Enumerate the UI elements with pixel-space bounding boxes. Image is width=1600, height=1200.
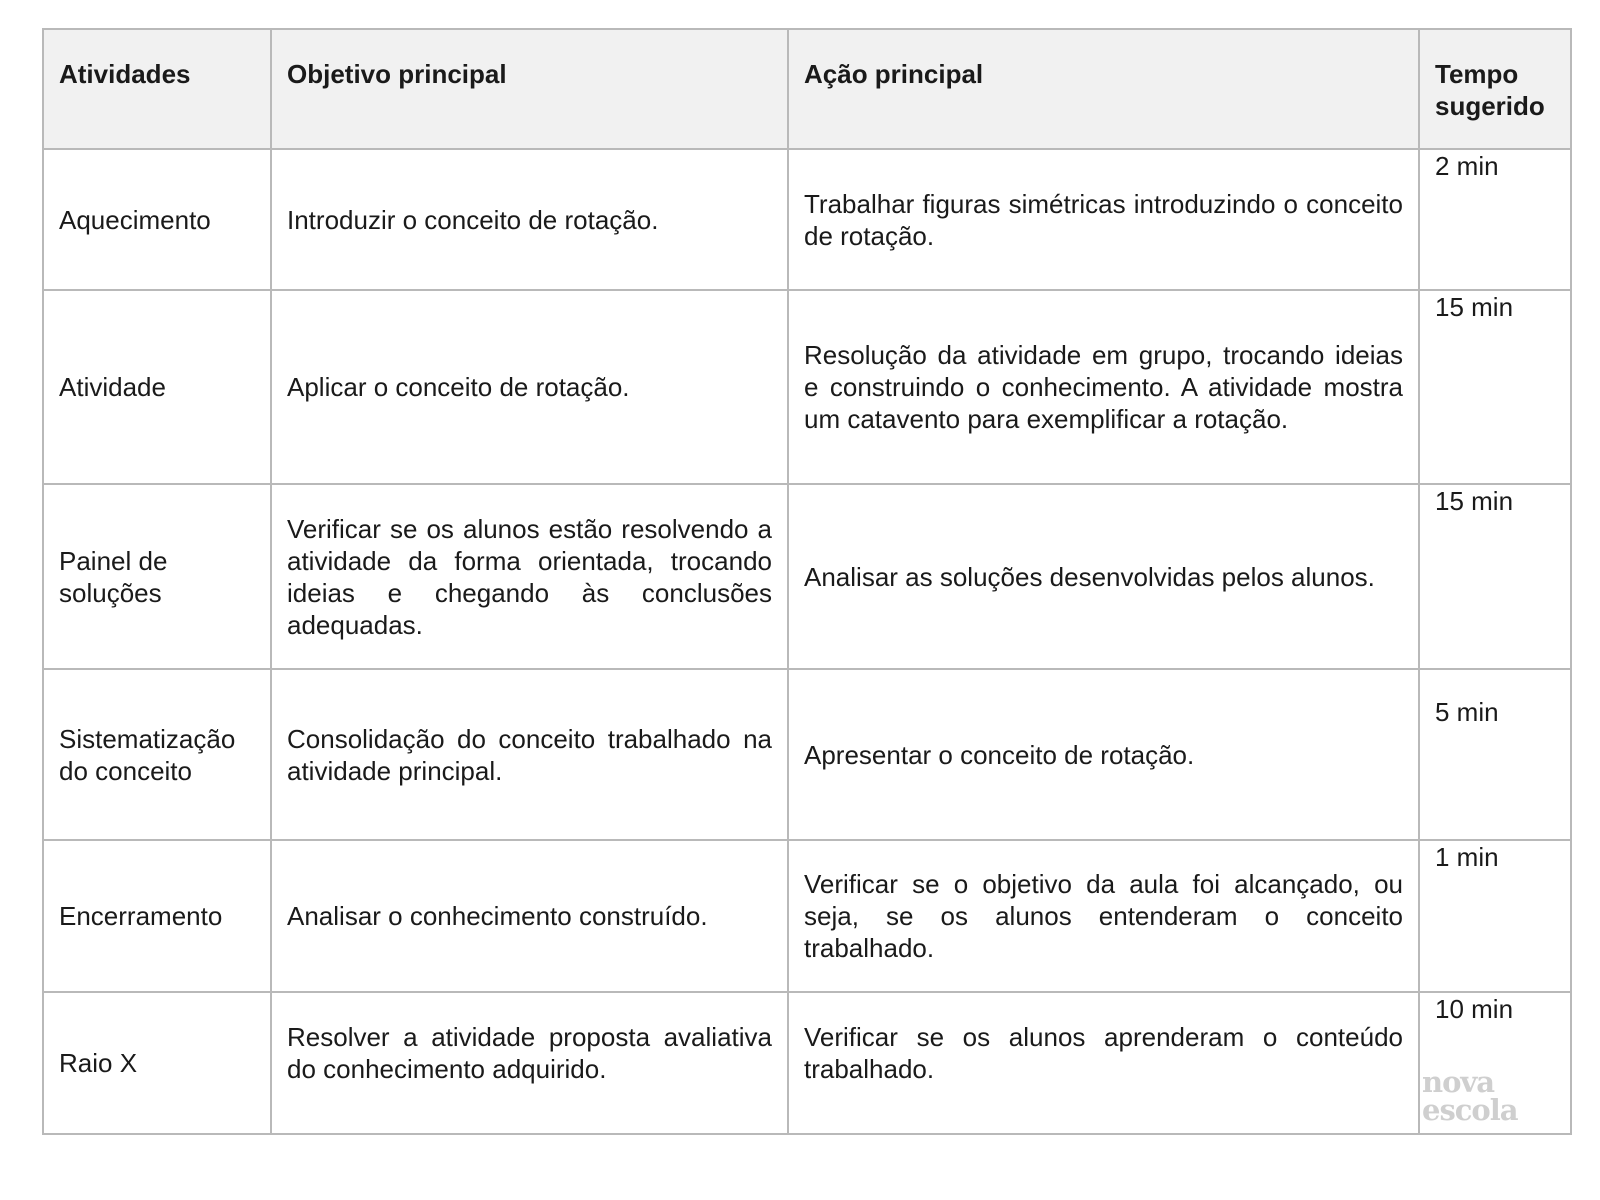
header-main-action: Ação principal [788, 29, 1419, 149]
table-row [43, 992, 1571, 1134]
lesson-plan-table [42, 28, 1572, 1135]
objective-cell: Introduzir o conceito de rotação. [271, 149, 788, 290]
table-row [43, 669, 1571, 840]
time-cell: 15 min [1419, 290, 1571, 484]
table-row [43, 840, 1571, 992]
time-cell: 5 min [1419, 669, 1571, 840]
time-cell: 2 min [1419, 149, 1571, 290]
action-cell: Verificar se os alunos aprenderam o conteúdo trabalhado. [788, 992, 1419, 1134]
action-cell: Verificar se o objetivo da aula foi alcançado, ou seja, se os alunos entenderam o conceito trabalhado. [788, 840, 1419, 992]
time-cell: 10 min [1419, 992, 1571, 1134]
objective-cell: Resolver a atividade proposta avaliativa do conhecimento adquirido. [271, 992, 788, 1134]
objective-cell: Aplicar o conceito de rotação. [271, 290, 788, 484]
table-header-row [43, 29, 1571, 149]
watermark-line-2: escola [1422, 1093, 1518, 1127]
header-main-objective: Objetivo principal [271, 29, 788, 149]
header-suggested-time: Tempo sugerido [1419, 29, 1571, 149]
activity-cell: Raio X [43, 992, 271, 1134]
watermark-line-1: nova [1422, 1065, 1495, 1099]
table-row [43, 290, 1571, 484]
activity-cell: Painel de soluções [43, 484, 271, 669]
action-cell: Resolução da atividade em grupo, trocando ideias e construindo o conhecimento. A atividade mostra um catavento para exemplificar a rotação. [788, 290, 1419, 484]
action-cell: Apresentar o conceito de rotação. [788, 669, 1419, 840]
time-cell: 15 min [1419, 484, 1571, 669]
action-cell: Trabalhar figuras simétricas introduzindo o conceito de rotação. [788, 149, 1419, 290]
objective-cell: Analisar o conhecimento construído. [271, 840, 788, 992]
activity-cell: Atividade [43, 290, 271, 484]
activity-cell: Encerramento [43, 840, 271, 992]
activity-cell: Aquecimento [43, 149, 271, 290]
table-row [43, 484, 1571, 669]
activity-cell: Sistematização do conceito [43, 669, 271, 840]
nova-escola-watermark-logo [1422, 1065, 1518, 1127]
objective-cell: Consolidação do conceito trabalhado na atividade principal. [271, 669, 788, 840]
action-cell: Analisar as soluções desenvolvidas pelos alunos. [788, 484, 1419, 669]
time-cell: 1 min [1419, 840, 1571, 992]
table-row [43, 149, 1571, 290]
objective-cell: Verificar se os alunos estão resolvendo a atividade da forma orientada, trocando ideias e chegando às conclusões adequadas. [271, 484, 788, 669]
header-activities: Atividades [43, 29, 271, 149]
